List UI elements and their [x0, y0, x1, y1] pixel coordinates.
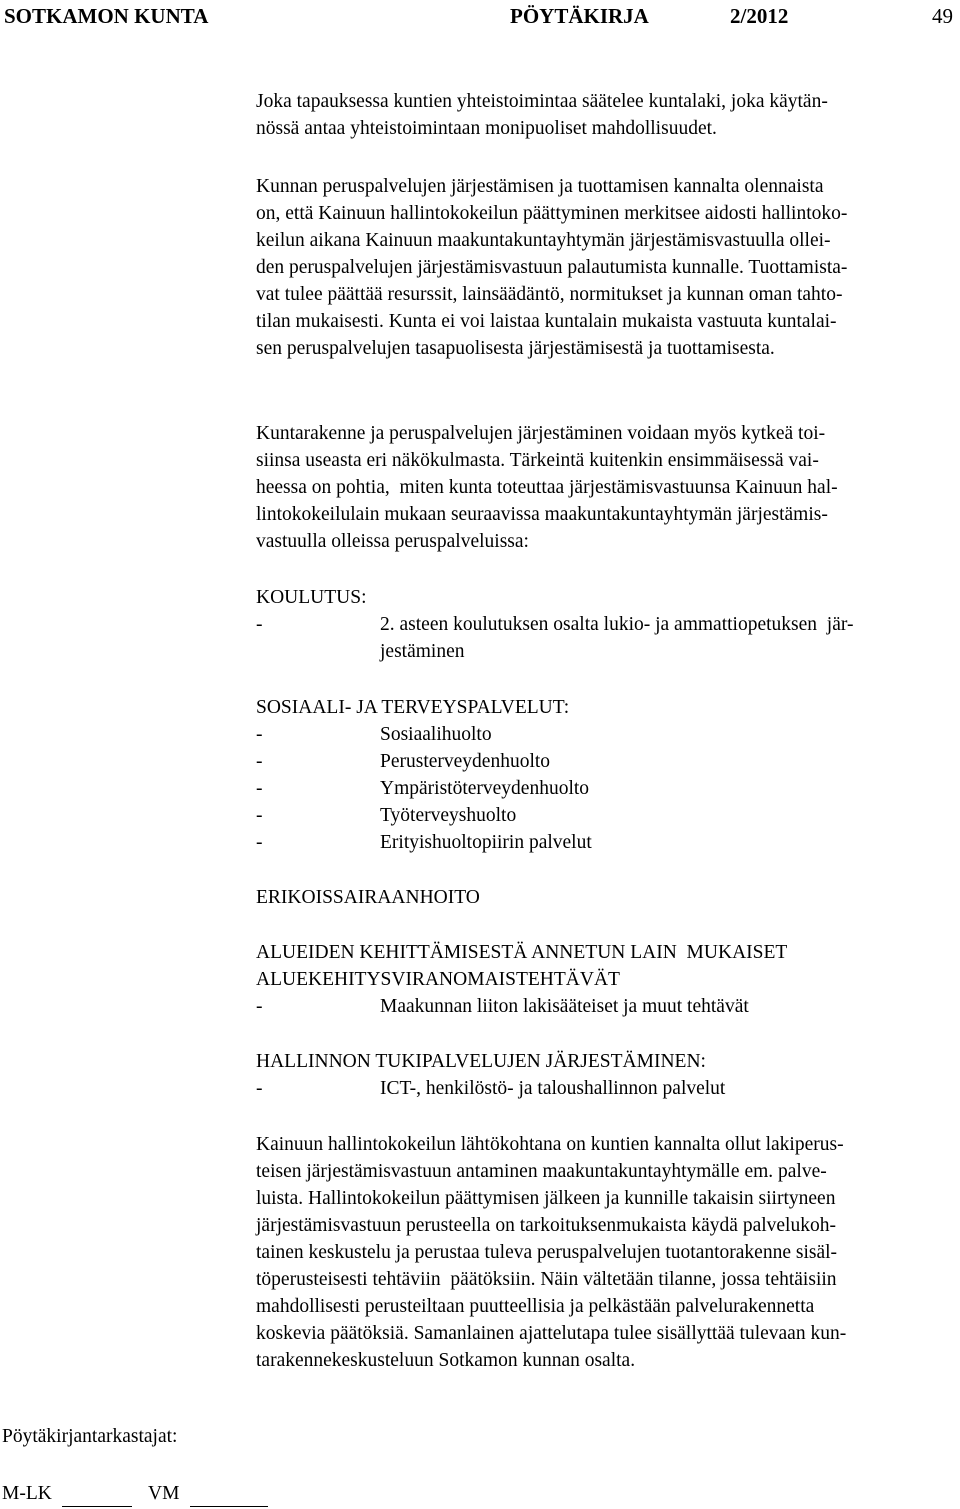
list-item: Perusterveydenhuolto [380, 751, 551, 772]
text-line: Kuntarakenne ja peruspalvelujen järjestäminen voidaan myös kytkeä toi- [256, 423, 826, 444]
text-line: nössä antaa yhteistoimintaan monipuoliset mahdollisuudet. [256, 118, 717, 139]
text-line: tarakennekeskusteluun Sotkamon kunnan osalta. [256, 1350, 636, 1371]
text-line: lintokokeilulain mukaan seuraavissa maakuntakuntayhtymän järjestämis- [256, 504, 828, 525]
list-dash: - [256, 832, 263, 853]
header-issue: 2/2012 [730, 4, 789, 28]
list-dash: - [256, 614, 263, 635]
list-item: Ympäristöterveydenhuolto [380, 778, 590, 799]
section-heading: SOSIAALI- JA TERVEYSPALVELUT: [256, 697, 570, 718]
text-line: tainen keskustelu ja perustaa tuleva peruspalvelujen tuotantorakenne sisäl- [256, 1242, 838, 1263]
section-heading: HALLINNON TUKIPALVELUJEN JÄRJESTÄMINEN: [256, 1051, 706, 1072]
header-page-number: 49 [932, 4, 953, 28]
list-item: Sosiaalihuolto [380, 724, 492, 745]
list-dash: - [256, 1078, 263, 1099]
list-dash: - [256, 724, 263, 745]
text-line: Kunnan peruspalvelujen järjestämisen ja tuottamisen kannalta olennaista [256, 176, 824, 197]
text-line: mahdollisesti perusteiltaan puutteellisia ja pelkästään palvelurakennetta [256, 1296, 815, 1317]
signature-line-2 [190, 1506, 268, 1507]
list-dash: - [256, 996, 263, 1017]
list-dash: - [256, 805, 263, 826]
section-heading: KOULUTUS: [256, 587, 367, 608]
text-line: vat tulee päättää resurssit, lainsäädäntö, normitukset ja kunnan oman tahto- [256, 284, 843, 305]
signature-line-1 [62, 1506, 132, 1507]
text-line: siinsa useasta eri näkökulmasta. Tärkeintä kuitenkin ensimmäisessä vai- [256, 450, 819, 471]
text-line: teisen järjestämisvastuun antaminen maakuntakuntayhtymälle em. palve- [256, 1161, 827, 1182]
text-line: luista. Hallintokokeilun päättymisen jälkeen ja kunnille takaisin siirtyneen [256, 1188, 836, 1209]
page-header [0, 4, 960, 32]
list-item: ICT-, henkilöstö- ja taloushallinnon palvelut [380, 1078, 726, 1099]
text-line: on, että Kainuun hallintokokeilun päättyminen merkitsee aidosti hallintoko- [256, 203, 848, 224]
signature-initials-2: VM [148, 1483, 180, 1504]
text-line: vastuulla olleissa peruspalveluissa: [256, 531, 529, 552]
footer-label: Pöytäkirjantarkastajat: [2, 1426, 178, 1447]
text-line: sen peruspalvelujen tasapuolisesta järjestämisestä ja tuottamisesta. [256, 338, 775, 359]
text-line: tilan mukaisesti. Kunta ei voi laistaa kuntalain mukaista vastuuta kuntalai- [256, 311, 837, 332]
list-item: 2. asteen koulutuksen osalta lukio- ja ammattiopetuksen jär- [380, 614, 854, 635]
list-dash: - [256, 751, 263, 772]
text-line: töperusteisesti tehtäviin päätöksiin. Näin vältetään tilanne, jossa tehtäisiin [256, 1269, 837, 1290]
header-doc-type: PÖYTÄKIRJA [510, 4, 649, 28]
section-heading: ALUEKEHITYSVIRANOMAISTEHTÄVÄT [256, 969, 620, 990]
list-dash: - [256, 778, 263, 799]
section-heading: ALUEIDEN KEHITTÄMISESTÄ ANNETUN LAIN MUKAISET [256, 942, 788, 963]
text-line: järjestämisvastuun perusteella on tarkoituksenmukaista käydä palvelukoh- [256, 1215, 836, 1236]
text-line: den peruspalvelujen järjestämisvastuun palautumista kunnalle. Tuottamista- [256, 257, 848, 278]
list-item: Erityishuoltopiirin palvelut [380, 832, 592, 853]
text-line: Kainuun hallintokokeilun lähtökohtana on kuntien kannalta ollut lakiperus- [256, 1134, 844, 1155]
header-org: SOTKAMON KUNTA [4, 4, 209, 28]
text-line: koskevia päätöksiä. Samanlainen ajattelutapa tulee sisällyttää tulevaan kun- [256, 1323, 847, 1344]
text-line: heessa on pohtia, miten kunta toteuttaa järjestämisvastuunsa Kainuun hal- [256, 477, 838, 498]
text-line: Joka tapauksessa kuntien yhteistoimintaa säätelee kuntalaki, joka käytän- [256, 91, 828, 112]
list-item-continuation: jestäminen [380, 641, 465, 662]
list-item: Maakunnan liiton lakisääteiset ja muut tehtävät [380, 996, 749, 1017]
signature-initials-1: M-LK [2, 1483, 52, 1504]
section-heading: ERIKOISSAIRAANHOITO [256, 887, 480, 908]
list-item: Työterveyshuolto [380, 805, 517, 826]
text-line: keilun aikana Kainuun maakuntakuntayhtymän järjestämisvastuulla ollei- [256, 230, 831, 251]
